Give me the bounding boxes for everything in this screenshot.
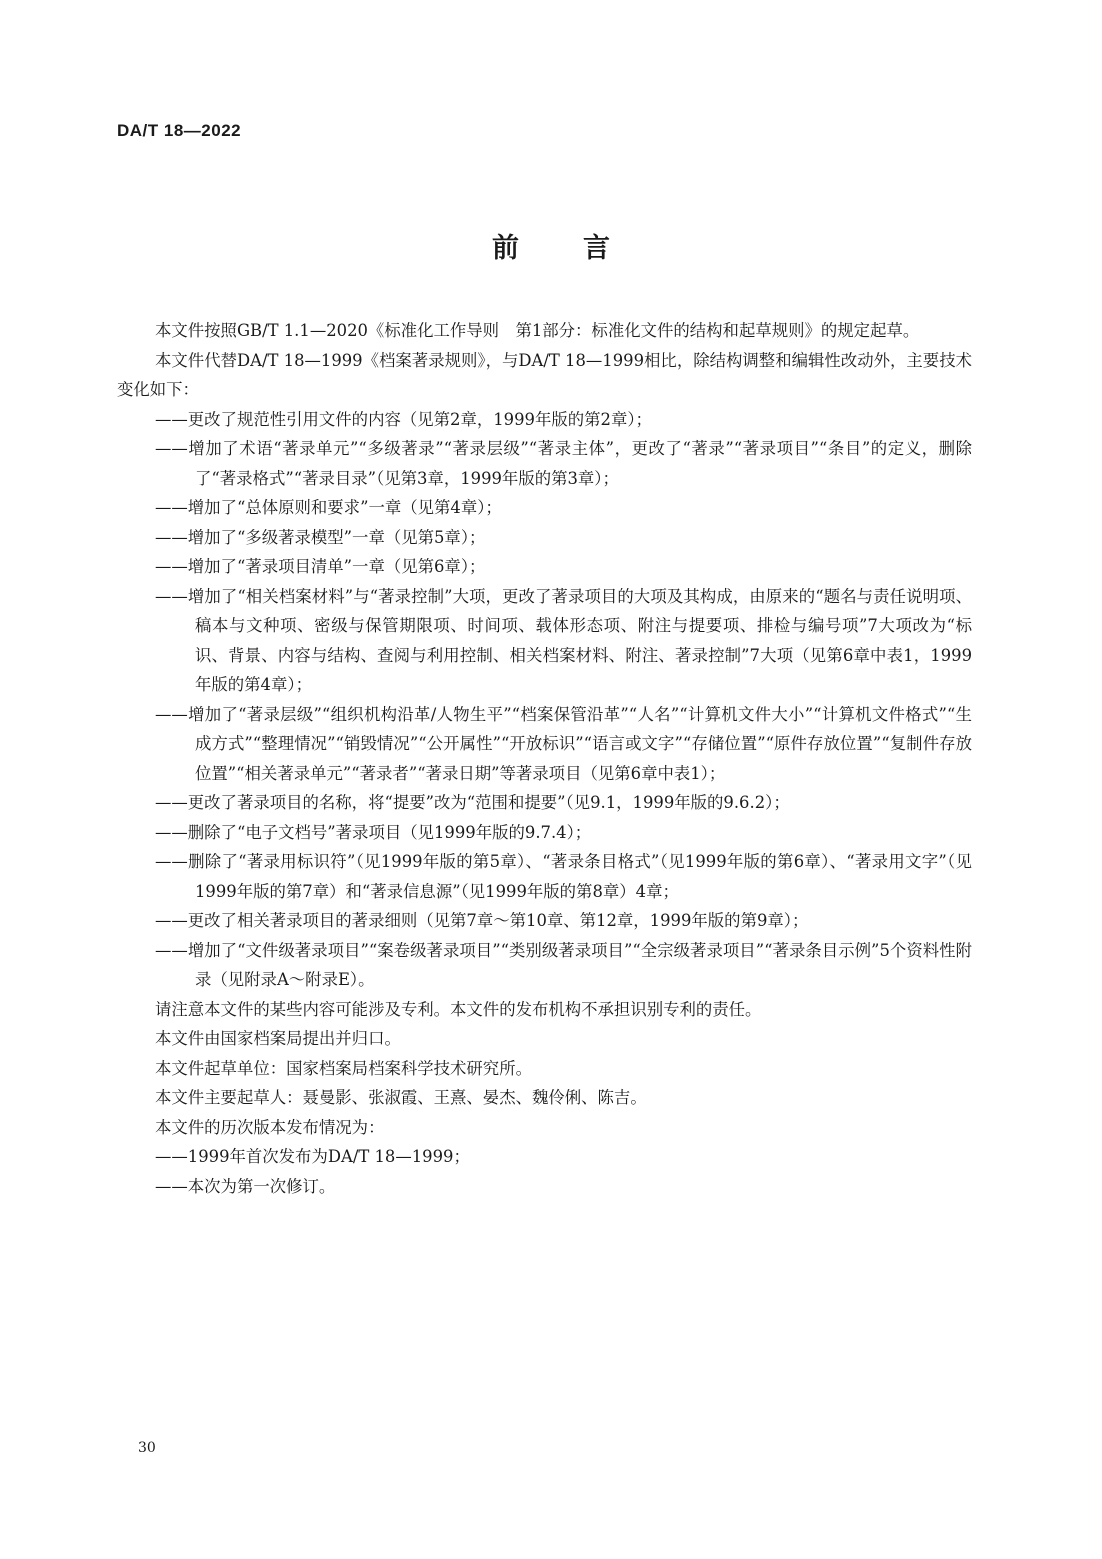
page-title: 前言: [492, 233, 674, 264]
history-intro: 本文件的历次版本发布情况为：: [155, 1117, 385, 1137]
change-item: ——删除了“电子文档号”著录项目（见1999年版的9.7.4）；: [155, 822, 592, 842]
drafting-unit-note: 本文件起草单位：国家档案局档案科学技术研究所。: [155, 1058, 532, 1078]
change-item: ——更改了规范性引用文件的内容（见第2章，1999年版的第2章）；: [155, 409, 652, 429]
change-item: ——增加了术语“著录单元”“多级著录”“著录层级”“著录主体”，更改了“著录”“著录项目”“条目”的定义，删除了“著录格式”“著录目录”（见第3章，1999年版的第3章）；: [155, 439, 972, 488]
history-item: ——本次为第一次修订。: [155, 1176, 336, 1196]
drafters-note: 本文件主要起草人：聂曼影、张淑霞、王熹、晏杰、魏伶俐、陈吉。: [155, 1088, 647, 1107]
history-item: ——1999年首次发布为DA/T 18—1999；: [155, 1147, 470, 1166]
replacement-paragraph: 本文件代替DA/T 18—1999《档案著录规则》，与DA/T 18—1999相比，除结构调整和编辑性改动外，主要技术变化如下：: [117, 350, 972, 399]
change-item: ——更改了相关著录项目的著录细则（见第7章～第10章、第12章，1999年版的第9章）；: [155, 911, 809, 930]
change-item: ——增加了“著录项目清单”一章（见第6章）；: [155, 557, 486, 576]
document-code: DA/T 18—2022: [117, 121, 242, 140]
foreword-body: [117, 316, 972, 1201]
change-item: ——增加了“相关档案材料”与“著录控制”大项，更改了著录项目的大项及其构成，由原来的“题名与责任说明项、稿本与文种项、密级与保管期限项、时间项、载体形态项、附注与提要项、排检与编号项”7大项改为“标识、背景、内容与结构、查阅与利用控制、相关档案材料、附注、著录控制”7大项（见第6章中表1，1999年版的第4章）；: [155, 586, 972, 694]
change-item: ——增加了“著录层级”“组织机构沿革/人物生平”“档案保管沿革”“人名”“计算机文件大小”“计算机文件格式”“生成方式”“整理情况”“销毁情况”“公开属性”“开放标识”“语言或文字”“存储位置”“原件存放位置”“复制件存放位置”“相关著录单元”“著录者”“著录日期”等著录项目（见第6章中表1）；: [155, 704, 972, 783]
page-number: 30: [138, 1440, 156, 1456]
change-item: ——增加了“多级著录模型”一章（见第5章）；: [155, 527, 486, 547]
change-item: ——增加了“文件级著录项目”“案卷级著录项目”“类别级著录项目”“全宗级著录项目”“著录条目示例”5个资料性附录（见附录A～附录E）。: [155, 940, 972, 989]
change-item: ——增加了“总体原则和要求”一章（见第4章）；: [155, 498, 502, 517]
intro-paragraph: 本文件按照GB/T 1.1—2020《标准化工作导则 第1部分：标准化文件的结构和起草规则》的规定起草。: [155, 321, 920, 340]
patent-note: 请注意本文件的某些内容可能涉及专利。本文件的发布机构不承担识别专利的责任。: [155, 999, 762, 1019]
change-item: ——更改了著录项目的名称，将“提要”改为“范围和提要”（见9.1，1999年版的9.6.2）；: [155, 793, 790, 812]
proposer-note: 本文件由国家档案局提出并归口。: [155, 1029, 401, 1048]
change-item: ——删除了“著录用标识符”（见1999年版的第5章）、“著录条目格式”（见1999年版的第6章）、“著录用文字”（见1999年版的第7章）和“著录信息源”（见1999年版的第8章）4章；: [155, 852, 972, 901]
